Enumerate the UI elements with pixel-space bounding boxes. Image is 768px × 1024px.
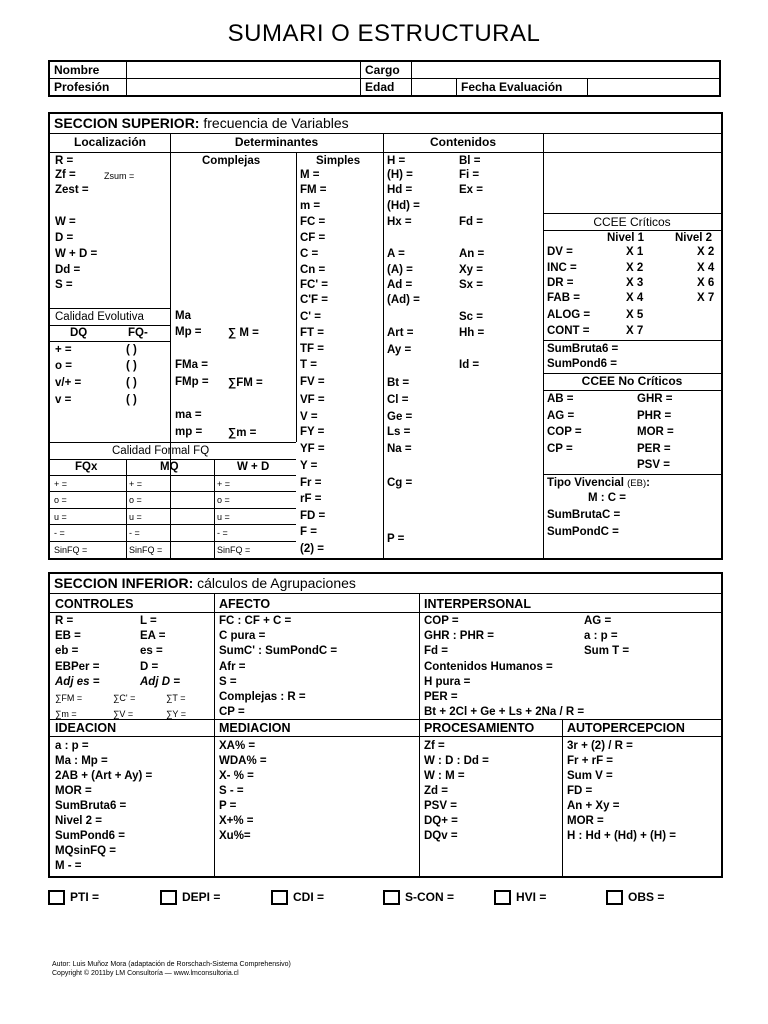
nombre-field[interactable] — [127, 61, 361, 79]
afecto-item: Complejas : R = — [219, 691, 306, 703]
procesamiento-item: W : M = — [424, 770, 465, 782]
fq-minus-header: FQ- — [128, 327, 148, 339]
fecha-label: Fecha Evaluación — [457, 79, 588, 97]
simples-item: C' = — [300, 311, 321, 323]
ccee-critico-label: FAB = — [547, 292, 580, 304]
interpersonal-item: PER = — [424, 691, 458, 703]
simples-label: Simples — [316, 155, 361, 167]
footer-author: Autor: Luis Muñoz Mora (adaptación de Rorschach-Sistema Comprehensivo) — [52, 961, 291, 968]
mq-header: MQ — [160, 461, 179, 473]
simples-item: YF = — [300, 443, 325, 455]
afecto-header: AFECTO — [219, 597, 271, 611]
contenido-item: (Hd) = — [387, 200, 420, 212]
complejas-sum-fm: ∑FM = — [228, 377, 263, 389]
ideacion-item: a : p = — [55, 740, 89, 752]
calidad-formal-label: Calidad Formal FQ — [112, 445, 210, 457]
contenido-item: P = — [387, 533, 405, 545]
nivel2-header: Nivel 2 — [675, 232, 713, 244]
seccion-superior — [48, 112, 723, 560]
page-title: SUMARI O ESTRUCTURAL — [227, 20, 541, 47]
contenido-item: Hx = — [387, 216, 412, 228]
control-sum: ∑C' = — [113, 693, 136, 703]
ccee-no-critico: AG = — [547, 410, 575, 422]
control-item: L = — [140, 615, 157, 627]
procesamiento-item: DQ+ = — [424, 815, 458, 827]
dq-row-vplus: v/+ = — [55, 377, 82, 389]
ccee-no-criticos-header: CCEE No Críticos — [581, 374, 683, 388]
simples-item: FV = — [300, 376, 325, 388]
simples-item: (2) = — [300, 543, 324, 555]
mediacion-item: XA% = — [219, 740, 256, 752]
cargo-field[interactable] — [412, 61, 721, 79]
seccion-superior-title: SECCION SUPERIOR: frecuencia de Variables — [50, 114, 721, 134]
fq-cell-fqx: - = — [54, 528, 65, 538]
control-item: EA = — [140, 630, 166, 642]
simples-item: T = — [300, 359, 317, 371]
contenido-item: Bt = — [387, 377, 410, 389]
ideacion-item: MQsinFQ = — [55, 845, 117, 857]
ccee-nivel2-value: X 2 — [697, 246, 715, 258]
mediacion-item: Xu%= — [219, 830, 251, 842]
afecto-item: Afr = — [219, 661, 246, 673]
simples-item: C = — [300, 248, 319, 260]
ccee-no-critico: GHR = — [637, 393, 673, 405]
fq-cell-mq: u = — [129, 512, 142, 522]
contenido-item: Ay = — [387, 344, 412, 356]
interpersonal-item: Contenidos Humanos = — [424, 661, 553, 673]
control-item: D = — [140, 661, 159, 673]
mediacion-item: X+% = — [219, 815, 254, 827]
index-checkbox-4[interactable] — [494, 890, 511, 905]
ccee-nivel1-value: X 1 — [626, 246, 644, 258]
afecto-item: S = — [219, 676, 237, 688]
control-sum: ∑m = — [55, 709, 77, 719]
contenido-item: Ex = — [459, 184, 483, 196]
control-sum: ∑FM = — [55, 693, 83, 703]
ideacion-item: 2AB + (Art + Ay) = — [55, 770, 153, 782]
contenido-item: Id = — [459, 359, 480, 371]
fq-cell-mq: o = — [129, 495, 142, 505]
interpersonal-item: Sum T = — [584, 645, 630, 657]
ideacion-item: MOR = — [55, 785, 92, 797]
wd-header: W + D — [237, 461, 270, 473]
contenido-item: Ls = — [387, 426, 411, 438]
afecto-item: SumC' : SumPondC = — [219, 645, 338, 657]
autopercepcion-item: 3r + (2) / R = — [567, 740, 633, 752]
complejas-ma-small: ma = — [175, 409, 202, 421]
interpersonal-item: GHR : PHR = — [424, 630, 494, 642]
contenido-item: H = — [387, 155, 406, 167]
fq-cell-wd: + = — [217, 479, 231, 489]
ideacion-item: M - = — [55, 860, 82, 872]
contenido-item: Ad = — [387, 279, 413, 291]
footer-copyright: Copyright © 2011by LM Consultoría — www.lmconsultoria.cl — [52, 970, 239, 977]
autopercepcion-item: An + Xy = — [567, 800, 620, 812]
index-checkbox-2[interactable] — [271, 890, 288, 905]
ccee-no-critico: COP = — [547, 426, 582, 438]
paren-2: ( ) — [126, 360, 137, 372]
tipo-vivencial: Tipo Vivencial (EB): — [547, 477, 650, 489]
fq-cell-fqx: u = — [54, 512, 67, 522]
simples-item: rF = — [300, 493, 322, 505]
simples-item: FD = — [300, 510, 326, 522]
autopercepcion-item: MOR = — [567, 815, 604, 827]
procesamiento-item: W : D : Dd = — [424, 755, 489, 767]
calidad-evolutiva-label: Calidad Evolutiva — [55, 311, 144, 323]
afecto-item: C pura = — [219, 630, 266, 642]
simples-item: Fr = — [300, 477, 322, 489]
contenido-item: (A) = — [387, 264, 413, 276]
control-sum: ∑Y = — [166, 709, 187, 719]
edad-field[interactable] — [412, 79, 457, 97]
complejas-sum-m-small: ∑m = — [228, 427, 257, 439]
simples-item: Cn = — [300, 264, 326, 276]
complejas-fmp: FMp = — [175, 376, 209, 388]
paren-4: ( ) — [126, 394, 137, 406]
dq-row-plus: + = — [55, 344, 72, 356]
mc-ratio: M : C = — [588, 492, 627, 504]
interpersonal-header: INTERPERSONAL — [424, 597, 531, 611]
simples-item: FT = — [300, 327, 324, 339]
loc-wd: W + D = — [55, 248, 98, 260]
fq-cell-fqx: + = — [54, 479, 68, 489]
contenido-item: Bl = — [459, 155, 481, 167]
simples-item: VF = — [300, 394, 325, 406]
loc-dd: Dd = — [55, 264, 81, 276]
fq-cell-wd: o = — [217, 495, 230, 505]
col-localizacion: Localización — [73, 135, 147, 149]
fq-cell-fqx: o = — [54, 495, 67, 505]
fecha-field[interactable] — [588, 79, 721, 97]
seccion-inferior-title: SECCION INFERIOR: cálculos de Agrupaciones — [50, 574, 721, 594]
ccee-criticos-header: CCEE Críticos — [593, 215, 671, 229]
fq-cell-mq: + = — [129, 479, 143, 489]
ccee-nivel2-value: X 4 — [697, 262, 715, 274]
simples-item: m = — [300, 200, 321, 212]
sumpond6: SumPond6 = — [547, 358, 617, 370]
loc-zsum: Zsum = — [104, 171, 135, 181]
autopercepcion-item: FD = — [567, 785, 593, 797]
fqx-header: FQx — [75, 461, 98, 473]
controles-header: CONTROLES — [55, 597, 134, 611]
control-item: eb = — [55, 645, 79, 657]
complejas-ma: Ma — [175, 310, 191, 322]
fq-cell-wd: u = — [217, 512, 230, 522]
complejas-mp-small: mp = — [175, 426, 203, 438]
ideacion-item: SumBruta6 = — [55, 800, 127, 812]
mediacion-item: WDA% = — [219, 755, 267, 767]
sumpondc: SumPondC = — [547, 526, 619, 538]
contenido-item: Xy = — [459, 264, 483, 276]
afecto-item: CP = — [219, 706, 245, 718]
contenido-item: A = — [387, 248, 405, 260]
interpersonal-item: H pura = — [424, 676, 471, 688]
procesamiento-header: PROCESAMIENTO — [424, 721, 535, 735]
dq-header: DQ — [70, 327, 88, 339]
simples-item: C'F = — [300, 294, 328, 306]
loc-zest: Zest = — [55, 184, 89, 196]
index-checkbox-3[interactable] — [383, 890, 400, 905]
index-label: S-CON = — [405, 890, 455, 904]
contenido-item: Na = — [387, 443, 412, 455]
ccee-no-critico: PSV = — [637, 459, 670, 471]
contenido-item: Fi = — [459, 169, 480, 181]
contenido-item: Art = — [387, 327, 414, 339]
ccee-no-critico: AB = — [547, 393, 574, 405]
contenido-item: Sc = — [459, 311, 483, 323]
simples-item: TF = — [300, 343, 324, 355]
control-sum: ∑V = — [113, 709, 134, 719]
index-label: OBS = — [628, 890, 665, 904]
contenido-item: (H) = — [387, 169, 413, 181]
mediacion-header: MEDIACION — [219, 721, 291, 735]
loc-w: W = — [55, 216, 76, 228]
loc-zf: Zf = — [55, 169, 76, 181]
autopercepcion-header: AUTOPERCEPCION — [567, 721, 685, 735]
autopercepcion-item: Sum V = — [567, 770, 613, 782]
fq-cell-mq: SinFQ = — [129, 545, 163, 555]
interpersonal-item: a : p = — [584, 630, 618, 642]
ccee-critico-label: CONT = — [547, 325, 590, 337]
edad-label: Edad — [361, 79, 412, 97]
simples-item: FC' = — [300, 279, 328, 291]
control-item: EBPer = — [55, 661, 100, 673]
control-item: es = — [140, 645, 163, 657]
ccee-no-critico: PHR = — [637, 410, 672, 422]
interpersonal-item: COP = — [424, 615, 459, 627]
autopercepcion-item: Fr + rF = — [567, 755, 614, 767]
loc-d: D = — [55, 232, 74, 244]
fq-cell-wd: SinFQ = — [217, 545, 251, 555]
ideacion-item: SumPond6 = — [55, 830, 125, 842]
index-checkbox-1[interactable] — [160, 890, 177, 905]
simples-item: CF = — [300, 232, 326, 244]
ccee-no-critico: CP = — [547, 443, 573, 455]
complejas-fma: FMa = — [175, 359, 208, 371]
cargo-label: Cargo — [361, 61, 412, 79]
simples-item: V = — [300, 411, 318, 423]
dq-row-o: o = — [55, 360, 72, 372]
identification-table — [48, 60, 721, 97]
contenido-item: Cg = — [387, 477, 413, 489]
interpersonal-item: Bt + 2Cl + Ge + Ls + 2Na / R = — [424, 706, 585, 718]
interpersonal-item: Fd = — [424, 645, 448, 657]
procesamiento-item: PSV = — [424, 800, 457, 812]
contenido-item: Hd = — [387, 184, 413, 196]
ideacion-item: Nivel 2 = — [55, 815, 102, 827]
complejas-mp: Mp = — [175, 326, 202, 338]
autopercepcion-item: H : Hd + (Hd) + (H) = — [567, 830, 676, 842]
fq-cell-fqx: SinFQ = — [54, 545, 88, 555]
contenido-item: Sx = — [459, 279, 483, 291]
ideacion-header: IDEACION — [55, 721, 117, 735]
contenido-item: Hh = — [459, 327, 485, 339]
index-label: DEPI = — [182, 890, 221, 904]
profesion-field[interactable] — [127, 79, 361, 97]
complejas-sum-m: ∑ M = — [228, 327, 259, 339]
nombre-label: Nombre — [49, 61, 127, 79]
fq-cell-mq: - = — [129, 528, 140, 538]
ccee-critico-label: ALOG = — [547, 309, 591, 321]
contenido-item: (Ad) = — [387, 294, 420, 306]
loc-r: R = — [55, 155, 74, 167]
ccee-critico-label: DR = — [547, 277, 574, 289]
col-contenidos: Contenidos — [430, 135, 496, 149]
contenido-item: Fd = — [459, 216, 483, 228]
index-label: HVI = — [516, 890, 547, 904]
control-item: R = — [55, 615, 74, 627]
profesion-label: Profesión — [49, 79, 127, 97]
index-label: PTI = — [70, 890, 100, 904]
procesamiento-item: Zd = — [424, 785, 448, 797]
index-label: CDI = — [293, 890, 325, 904]
procesamiento-item: DQv = — [424, 830, 458, 842]
paren-3: ( ) — [126, 377, 137, 389]
seccion-inferior — [48, 572, 723, 878]
control-item: EB = — [55, 630, 81, 642]
paren-1: ( ) — [126, 344, 137, 356]
mediacion-item: P = — [219, 800, 237, 812]
ccee-nivel2-value: X 7 — [697, 292, 715, 304]
loc-s: S = — [55, 279, 73, 291]
sumbrutac: SumBrutaC = — [547, 509, 621, 521]
mediacion-item: X- % = — [219, 770, 254, 782]
procesamiento-item: Zf = — [424, 740, 445, 752]
ccee-critico-label: DV = — [547, 246, 573, 258]
complejas-label: Complejas — [202, 155, 261, 167]
ccee-critico-label: INC = — [547, 262, 577, 274]
nivel1-header: Nivel 1 — [607, 232, 645, 244]
contenido-item: Cl = — [387, 394, 409, 406]
control-item: Adj D = — [140, 676, 180, 688]
ccee-nivel1-value: X 3 — [626, 277, 644, 289]
ccee-nivel1-value: X 5 — [626, 309, 644, 321]
simples-item: Y = — [300, 460, 318, 472]
simples-item: FY = — [300, 426, 325, 438]
interpersonal-item: AG = — [584, 615, 612, 627]
ccee-nivel1-value: X 4 — [626, 292, 644, 304]
simples-item: FC = — [300, 216, 326, 228]
contenido-item: Ge = — [387, 411, 413, 423]
mediacion-item: S - = — [219, 785, 244, 797]
simples-item: FM = — [300, 184, 327, 196]
afecto-item: FC : CF + C = — [219, 615, 292, 627]
control-sum: ∑T = — [166, 693, 186, 703]
fq-cell-wd: - = — [217, 528, 228, 538]
dq-row-v: v = — [55, 394, 72, 406]
index-checkbox-0[interactable] — [48, 890, 65, 905]
ccee-no-critico: PER = — [637, 443, 671, 455]
ccee-nivel1-value: X 7 — [626, 325, 644, 337]
simples-item: M = — [300, 169, 320, 181]
contenido-item: An = — [459, 248, 485, 260]
index-checkbox-5[interactable] — [606, 890, 623, 905]
ideacion-item: Ma : Mp = — [55, 755, 108, 767]
ccee-nivel1-value: X 2 — [626, 262, 644, 274]
col-determinantes: Determinantes — [234, 135, 319, 149]
ccee-no-critico: MOR = — [637, 426, 674, 438]
simples-item: F = — [300, 526, 317, 538]
control-item: Adj es = — [55, 676, 100, 688]
sumbruta6: SumBruta6 = — [547, 343, 619, 355]
ccee-nivel2-value: X 6 — [697, 277, 715, 289]
